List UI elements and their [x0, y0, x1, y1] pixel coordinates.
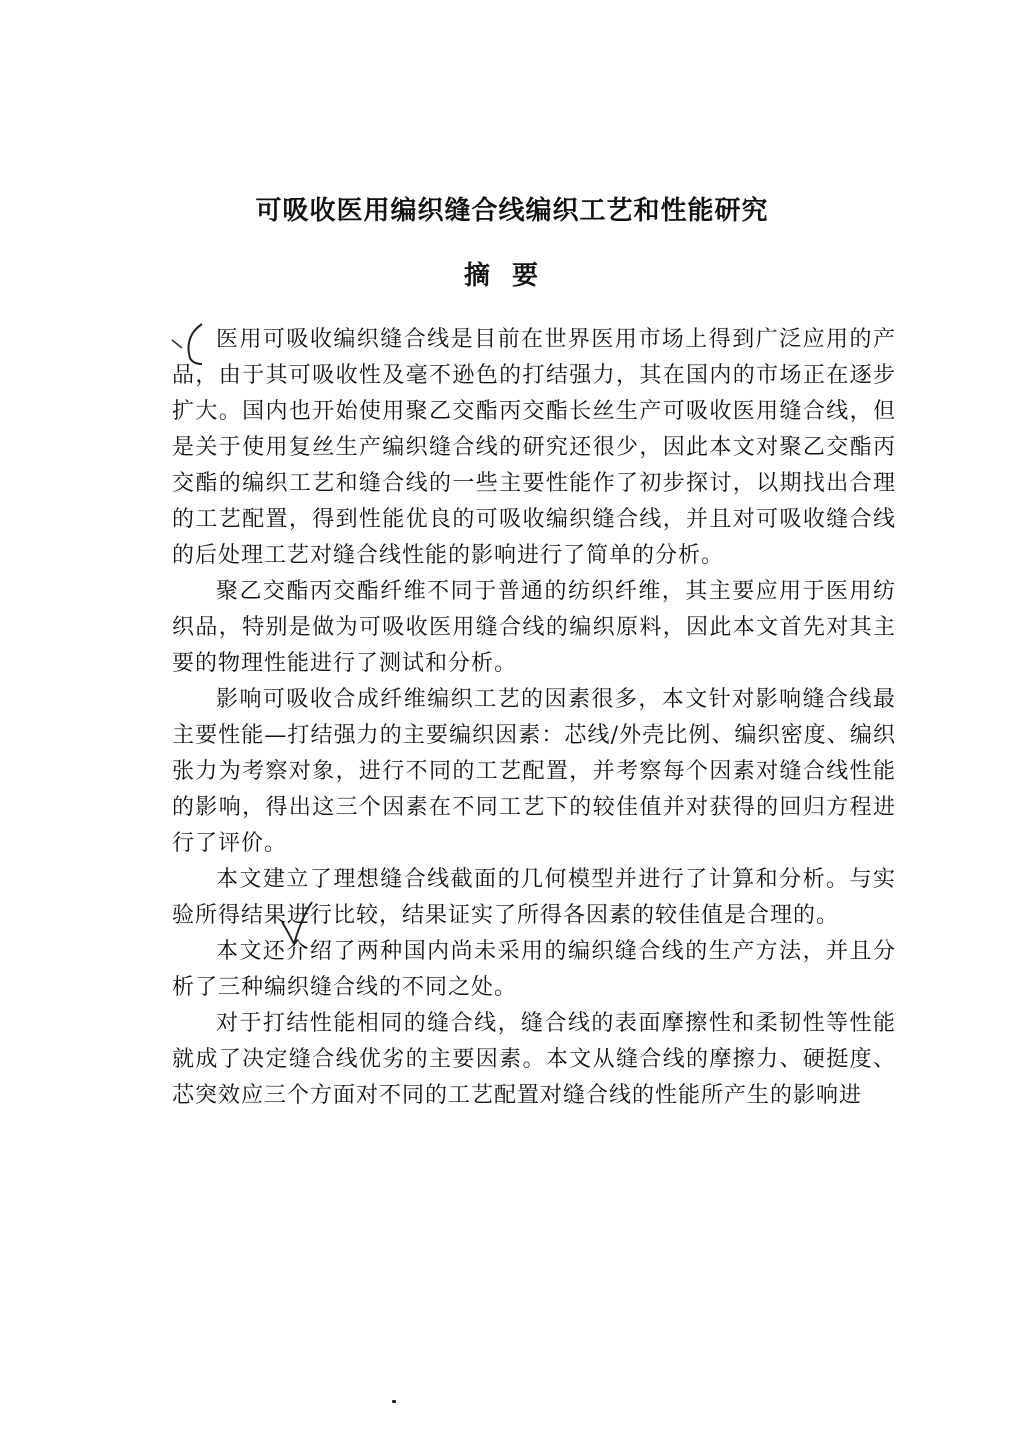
- document-title: 可吸收医用编织缝合线编织工艺和性能研究: [255, 196, 769, 226]
- page-marker-dot: [392, 1400, 396, 1403]
- paragraph: 本文建立了理想缝合线截面的几何模型并进行了计算和分析。与实验所得结果进行比较，结果证实了所得各因素的较佳值是合理的。: [172, 867, 896, 928]
- section-heading: 摘要: [463, 261, 560, 291]
- abstract-body: [172, 322, 896, 1114]
- paragraph: 影响可吸收合成纤维编织工艺的因素很多，本文针对影响缝合线最主要性能—打结强力的主要编织因素：芯线/外壳比例、编织密度、编织张力为考察对象，进行不同的工艺配置，并考察每个因素对缝合线性能的影响，得出这三个因素在不同工艺下的较佳值并对获得的回归方程进行了评价。: [172, 687, 896, 856]
- paragraph: 对于打结性能相同的缝合线，缝合线的表面摩擦性和柔韧性等性能就成了决定缝合线优劣的主要因素。本文从缝合线的摩擦力、硬挺度、芯突效应三个方面对不同的工艺配置对缝合线的性能所产生的影响进: [172, 1011, 896, 1108]
- paragraph: 聚乙交酯丙交酯纤维不同于普通的纺织纤维，其主要应用于医用纺织品，特别是做为可吸收医用缝合线的编织原料，因此本文首先对其主要的物理性能进行了测试和分析。: [172, 579, 896, 676]
- paragraph: 本文还介绍了两种国内尚未采用的编织缝合线的生产方法，并且分析了三种编织缝合线的不同之处。: [172, 939, 896, 1000]
- paragraph: 医用可吸收编织缝合线是目前在世界医用市场上得到广泛应用的产品，由于其可吸收性及毫不逊色的打结强力，其在国内的市场正在逐步扩大。国内也开始使用聚乙交酯丙交酯长丝生产可吸收医用缝合线，但是关于使用复丝生产编织缝合线的研究还很少，因此本文对聚乙交酯丙交酯的编织工艺和缝合线的一些主要性能作了初步探讨，以期找出合理的工艺配置，得到性能优良的可吸收编织缝合线，并且对可吸收缝合线的后处理工艺对缝合线性能的影响进行了简单的分析。: [172, 327, 896, 568]
- handwritten-check-mark: [276, 898, 316, 948]
